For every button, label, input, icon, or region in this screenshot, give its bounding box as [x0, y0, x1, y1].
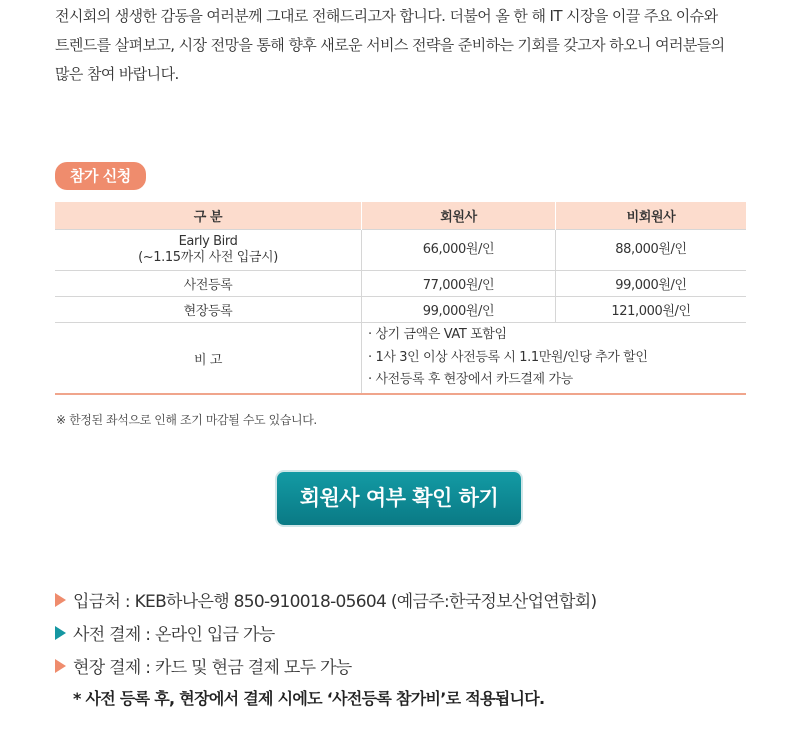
intro-line: 트렌드를 살펴보고, 시장 전망을 통해 향후 새로운 서비스 전략을 준비하는 기회를 갖고자 하오니 여러분들의 — [55, 36, 725, 54]
fee-table — [55, 202, 746, 395]
advance-payment-info: 사전 결제 : 온라인 입금 가능 — [73, 625, 275, 645]
header-nonmember: 비회원사 — [556, 202, 747, 230]
early-bird-member-price: 66,000원/인 — [362, 230, 556, 271]
triangle-bullet-icon — [55, 593, 66, 607]
row-label-onsite: 현장등록 — [55, 297, 362, 323]
table-row — [55, 230, 746, 271]
notes-cell — [362, 323, 747, 395]
payment-info — [55, 583, 795, 709]
advance-member-price: 77,000원/인 — [362, 271, 556, 297]
onsite-nonmember-price: 121,000원/인 — [556, 297, 747, 323]
intro-text — [55, 2, 775, 89]
table-row — [55, 323, 746, 395]
list-item — [55, 649, 795, 682]
early-bird-title: Early Bird — [178, 234, 238, 249]
intro-line: 전시회의 생생한 감동을 여러분께 그대로 전해드리고자 합니다. 더불어 올 한 해 IT 시장을 이끌 주요 이슈와 — [55, 7, 718, 25]
header-category: 구 분 — [55, 202, 362, 230]
row-label-advance: 사전등록 — [55, 271, 362, 297]
early-bird-condition: (~1.15까지 사전 입금시) — [138, 250, 278, 265]
payment-remark: * 사전 등록 후, 현장에서 결제 시에도 ‘사전등록 참가비’로 적용됩니다. — [73, 689, 545, 708]
early-bird-nonmember-price: 88,000원/인 — [556, 230, 747, 271]
table-row — [55, 297, 746, 323]
table-row — [55, 271, 746, 297]
bank-account-info: 입금처 : KEB하나은행 850-910018-05604 (예금주:한국정보산업연합회) — [73, 592, 597, 612]
section-badge-registration: 참가 신청 — [55, 162, 146, 190]
triangle-bullet-icon — [55, 659, 66, 673]
seat-limit-footnote: ※ 한정된 좌석으로 인해 조기 마감될 수도 있습니다. — [56, 413, 317, 427]
table-header-row — [55, 202, 746, 230]
note-item: · 사전등록 후 현장에서 카드결제 가능 — [368, 372, 573, 388]
note-item: · 1사 3인 이상 사전등록 시 1.1만원/인당 추가 할인 — [368, 349, 648, 365]
onsite-member-price: 99,000원/인 — [362, 297, 556, 323]
row-label-notes: 비 고 — [55, 323, 362, 395]
onsite-payment-info: 현장 결제 : 카드 및 현금 결제 모두 가능 — [73, 658, 352, 678]
list-item — [55, 583, 795, 616]
check-membership-button[interactable]: 회원사 여부 확인 하기 — [277, 472, 521, 525]
advance-nonmember-price: 99,000원/인 — [556, 271, 747, 297]
list-item — [55, 616, 795, 649]
intro-line: 많은 참여 바랍니다. — [55, 65, 179, 83]
triangle-bullet-icon — [55, 626, 66, 640]
header-member: 회원사 — [362, 202, 556, 230]
note-item: · 상기 금액은 VAT 포함임 — [368, 327, 507, 343]
row-label-early-bird — [55, 230, 362, 271]
